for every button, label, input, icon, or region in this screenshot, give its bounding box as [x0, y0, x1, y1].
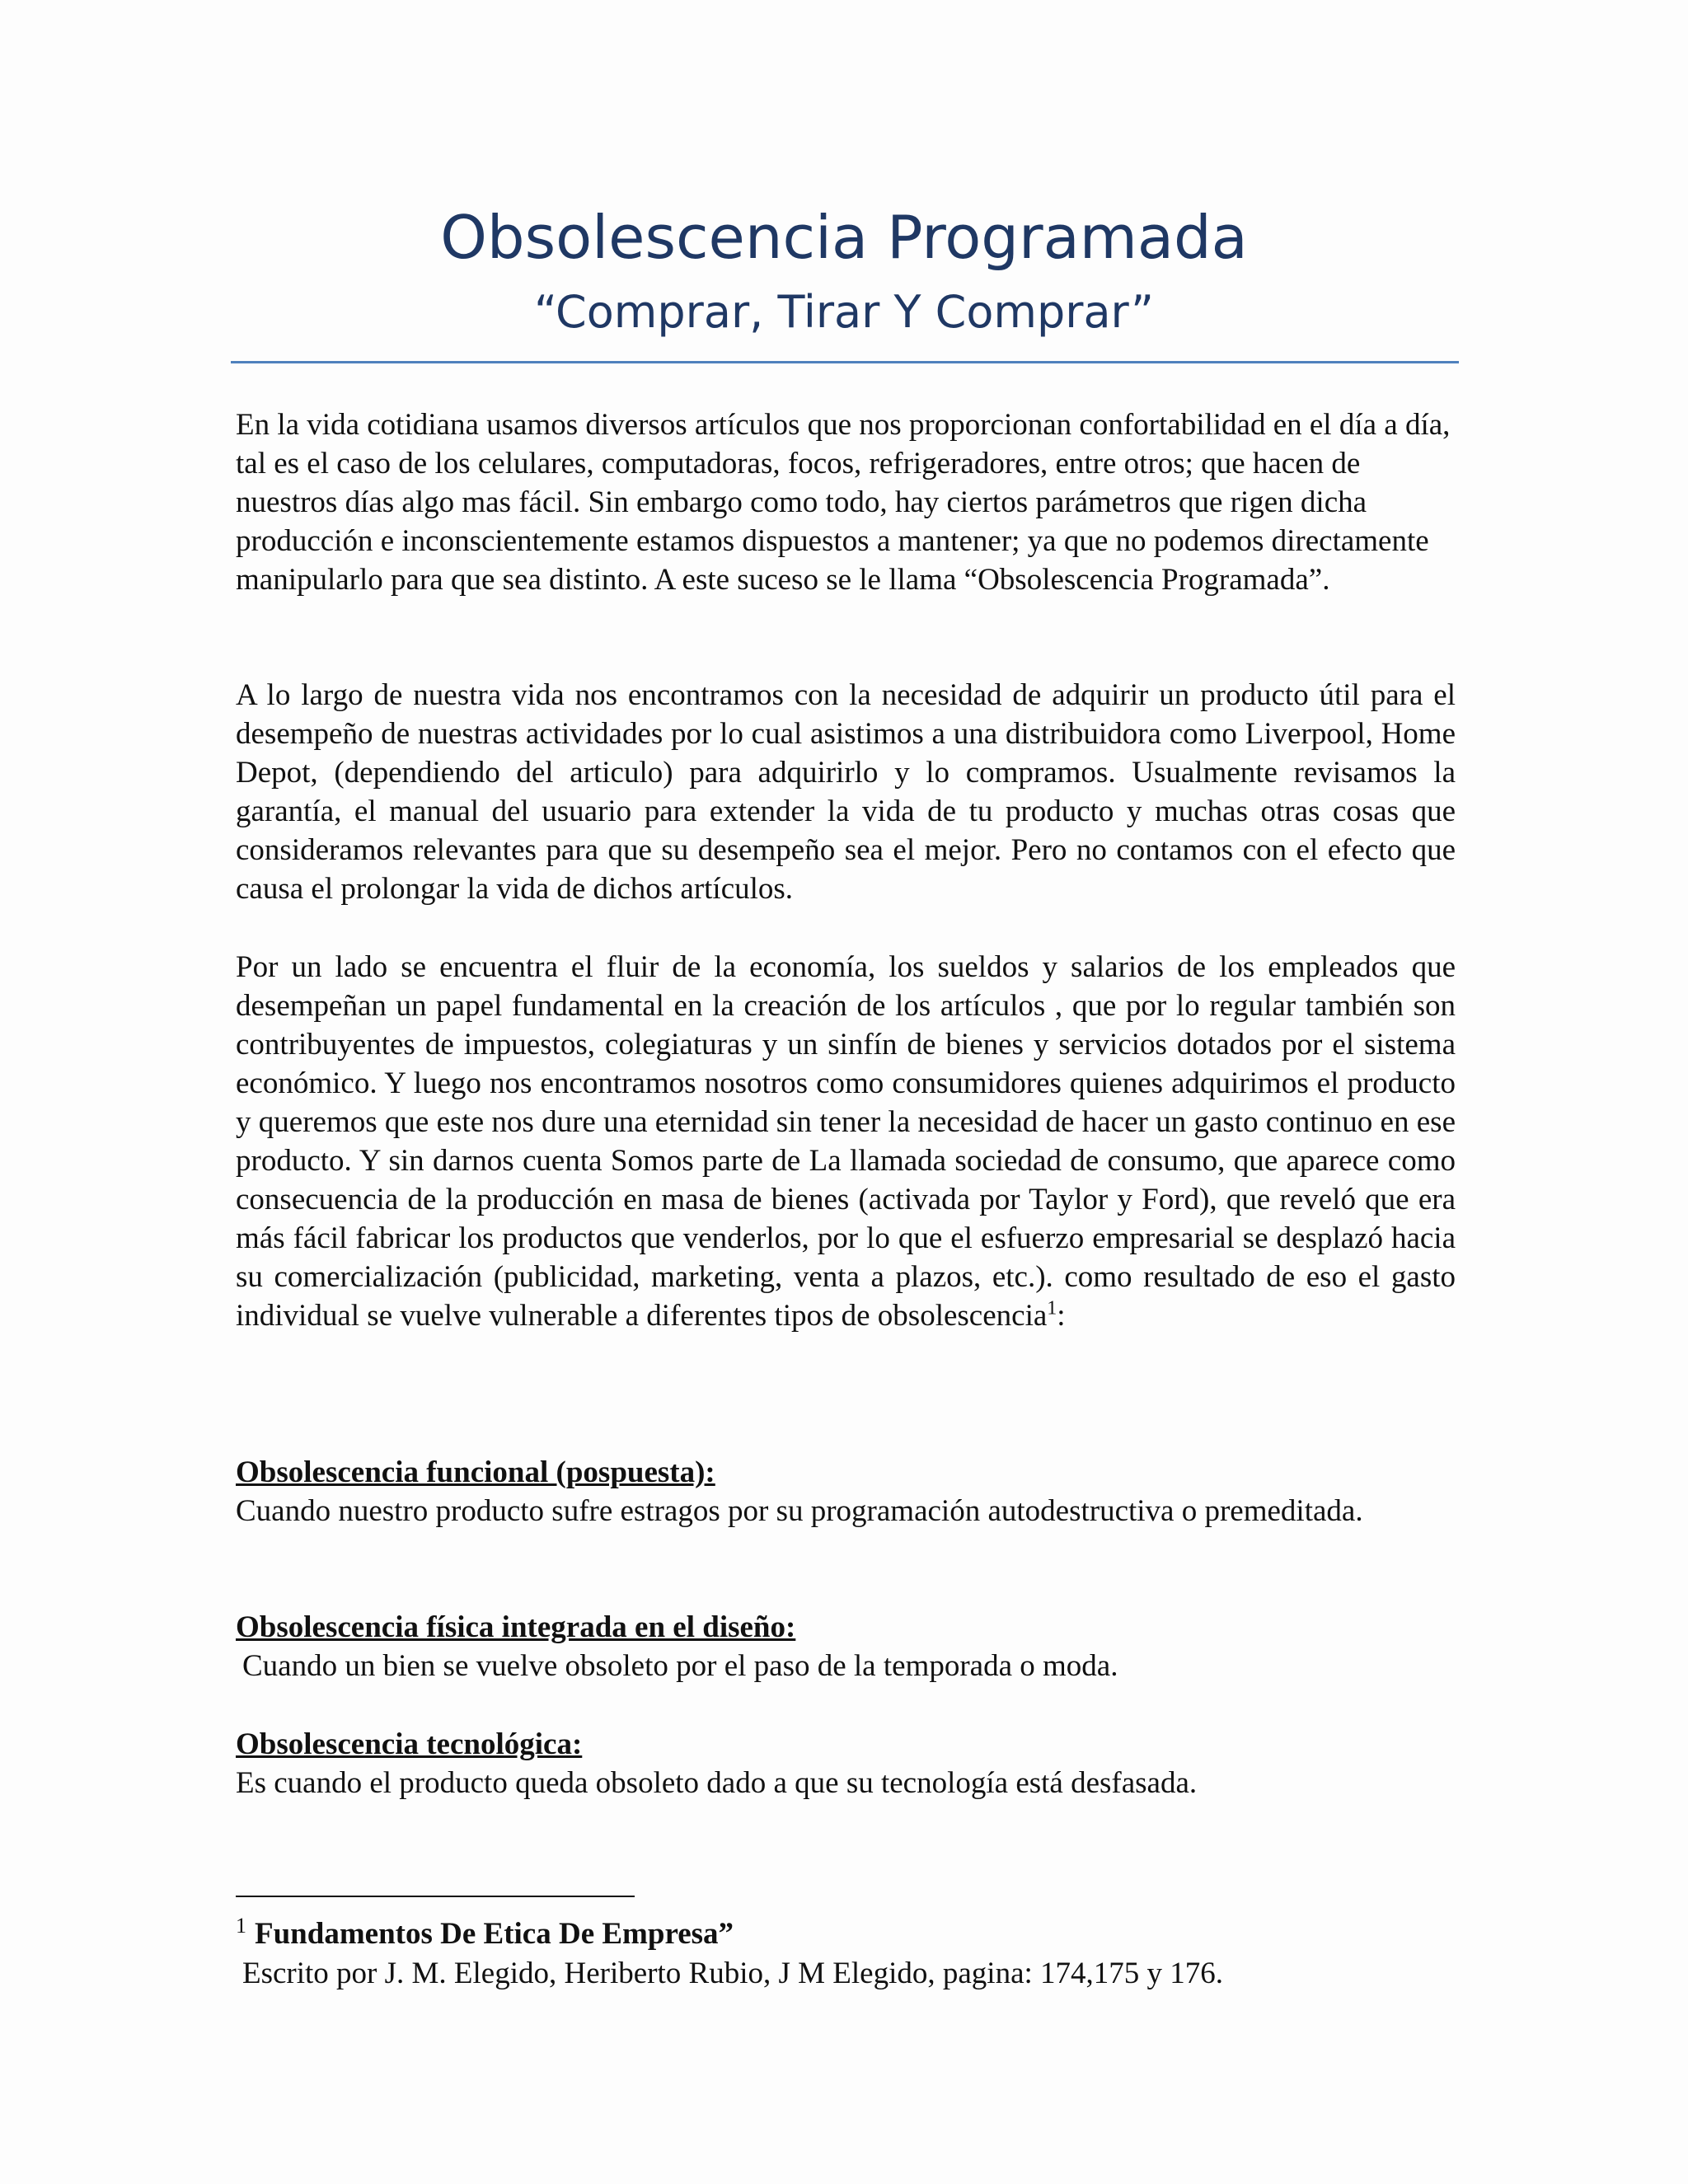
section-text-funcional: Cuando nuestro producto sufre estragos por su programación autodestructiva o premeditada. — [236, 1494, 1363, 1528]
page-title: Obsolescencia Programada — [440, 203, 1248, 272]
paragraph-economy-text: Por un lado se encuentra el fluir de la economía, los sueldos y salarios de los empleados que desempeñan un papel fundamental en la creación de los artículos , que por lo regular también son contribuyentes de impuestos, colegiaturas y un sinfín de bienes y servicios dotados por el sistema económico. Y luego nos encontramos nosotros como consumidores quienes adquirimos el producto y queremos que este nos dure una eternidad sin tener la necesidad de hacer un gasto continuo en ese producto. Y sin darnos cuenta Somos parte de La llamada sociedad de consumo, que aparece como consecuencia de la producción en masa de bienes (activada por Taylor y Ford), que reveló que era más fácil fabricar los productos que venderlos, por lo que el esfuerzo empresarial se desplazó hacia su comercialización (publicidad, marketing, venta a plazos, etc.). como resultado de eso el gasto individual se vuelve vulnerable a diferentes tipos de obsolescencia — [236, 950, 1456, 1333]
footnote-text: Escrito por J. M. Elegido, Heriberto Rubio, J M Elegido, pagina: 174,175 y 176. — [242, 1957, 1224, 1990]
paragraph-economy-end: : — [1057, 1299, 1066, 1333]
footnote-title — [236, 1915, 734, 1953]
section-heading-tecnologica: Obsolescencia tecnológica: — [236, 1727, 583, 1761]
section-heading-funcional: Obsolescencia funcional (pospuesta): — [236, 1455, 715, 1489]
page-subtitle: “Comprar, Tirar Y Comprar” — [534, 286, 1154, 338]
paragraph-intro: En la vida cotidiana usamos diversos artículos que nos proporcionan confortabilidad en el día a día, tal es el caso de los celulares, computadoras, focos, refrigeradores, entre otros; que hacen de nuestros días algo mas fácil. Sin embargo como todo, hay ciertos parámetros que rigen dicha producción e inconscientemente estamos dispuestos a mantener; ya que no podemos directamente manipularlo para que sea distinto. A este suceso se le llama “Obsolescencia Programada”. — [236, 408, 1451, 597]
title-divider — [231, 361, 1459, 363]
section-text-tecnologica: Es cuando el producto queda obsoleto dado a que su tecnología está desfasada. — [236, 1766, 1198, 1800]
paragraph-purchase: A lo largo de nuestra vida nos encontramos con la necesidad de adquirir un producto útil para el desempeño de nuestras actividades por lo cual asistimos a una distribuidora como Liverpool, Home Depot, (dependiendo del articulo) para adquirirlo y lo compramos. Usualmente revisamos la garantía, el manual del usuario para extender la vida de tu producto y muchas otras cosas que consideramos relevantes para que su desempeño sea el mejor. Pero no contamos con el efecto que causa el prolongar la vida de dichos artículos. — [236, 678, 1456, 906]
footnote-separator — [236, 1896, 635, 1897]
paragraph-economy — [236, 948, 1456, 1335]
section-text-fisica: Cuando un bien se vuelve obsoleto por el paso de la temporada o moda. — [242, 1649, 1118, 1683]
footnote-source-title: Fundamentos De Etica De Empresa” — [255, 1917, 734, 1951]
footnote-reference[interactable]: 1 — [1047, 1297, 1057, 1319]
footnote-mark: 1 — [236, 1913, 246, 1938]
section-heading-fisica: Obsolescencia física integrada en el diseño: — [236, 1610, 796, 1644]
